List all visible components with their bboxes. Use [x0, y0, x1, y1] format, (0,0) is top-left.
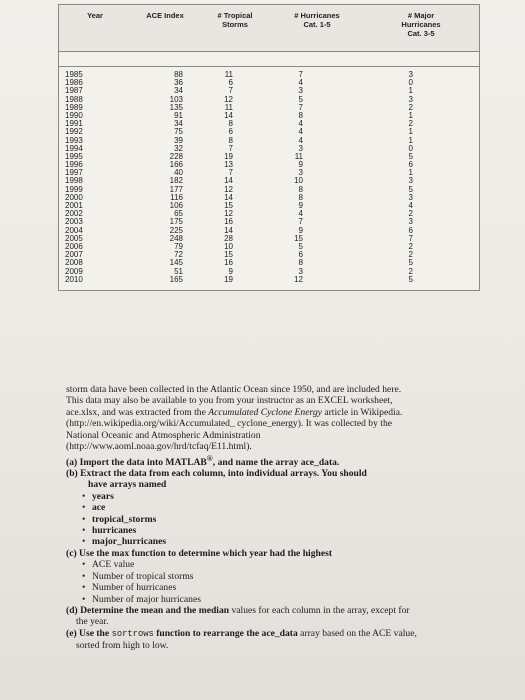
cell-major-hurricanes: 2	[408, 102, 413, 112]
cell-hurricanes: 8	[298, 184, 303, 194]
cell-tropical-storms: 14	[224, 225, 233, 235]
cell-hurricanes: 4	[298, 78, 303, 88]
cell-tropical-storms: 12	[224, 94, 233, 104]
cell-major-hurricanes: 0	[408, 78, 413, 88]
cell-year: 2004	[65, 225, 83, 235]
cell-year: 2008	[65, 258, 83, 268]
cell-ace: 36	[174, 78, 183, 88]
cell-major-hurricanes: 6	[408, 225, 413, 235]
part-b-cont: have arrays named	[88, 479, 167, 491]
cell-major-hurricanes: 2	[408, 250, 413, 260]
cell-year: 1992	[65, 127, 83, 137]
cell-ace: 177	[169, 184, 183, 194]
list-item: • major_hurricanes	[66, 536, 418, 547]
cell-ace: 79	[174, 241, 183, 251]
list-item: • hurricanes	[66, 525, 418, 536]
cell-major-hurricanes: 6	[408, 160, 413, 170]
part-e: (e) Use the sortrows function to rearrange the ace_data array based on the ACE value, sorted from high to low.	[66, 627, 417, 652]
cell-tropical-storms: 8	[228, 135, 233, 145]
list-item: • years	[66, 491, 418, 502]
cell-tropical-storms: 19	[224, 274, 233, 284]
cell-year: 1985	[65, 70, 83, 79]
cell-major-hurricanes: 2	[408, 241, 413, 251]
header-year: Year	[87, 11, 103, 20]
cell-ace: 248	[169, 233, 183, 243]
header-major-hurricanes: # Major Hurricanes Cat. 3-5	[401, 11, 441, 38]
cell-year: 2009	[65, 266, 83, 276]
cell-major-hurricanes: 5	[408, 184, 413, 194]
header-ace-index: ACE Index	[146, 11, 184, 20]
cell-hurricanes: 8	[298, 192, 303, 202]
cell-major-hurricanes: 3	[408, 176, 413, 186]
cell-tropical-storms: 11	[224, 70, 233, 79]
ace-data-table	[58, 4, 480, 291]
cell-major-hurricanes: 1	[408, 86, 413, 96]
intro-paragraph: storm data have been collected in the Atlantic Ocean since 1950, and are included here. This data may also be available to you from your instructor as an EXCEL worksheet, ace.xlsx, and was extracted from the Accumulated Cyclone Energy article in Wikipedia. (http://en.wikipedia.org/wiki/Accumulated_ cyclone_energy). It was collected by the National Oceanic and Atmospheric Administration (http://www.aoml.noaa.gov/hrd/tcfaq/E11.html).	[66, 384, 403, 453]
cell-tropical-storms: 9	[228, 266, 233, 276]
cell-major-hurricanes: 7	[408, 233, 413, 243]
cell-tropical-storms: 19	[224, 151, 233, 161]
cell-ace: 75	[174, 127, 183, 137]
cell-hurricanes: 10	[294, 176, 303, 186]
cell-year: 2010	[65, 274, 83, 284]
cell-major-hurricanes: 3	[408, 94, 413, 104]
cell-major-hurricanes: 1	[408, 168, 413, 178]
cell-year: 2006	[65, 241, 83, 251]
cell-ace: 34	[174, 86, 183, 96]
column-ace	[131, 71, 199, 284]
cell-hurricanes: 6	[298, 250, 303, 260]
cell-year: 1996	[65, 160, 83, 170]
cell-tropical-storms: 7	[228, 86, 233, 96]
cell-year: 1993	[65, 135, 83, 145]
cell-tropical-storms: 7	[228, 168, 233, 178]
list-item: • ace	[66, 502, 418, 513]
cell-major-hurricanes: 0	[408, 143, 413, 153]
cell-tropical-storms: 7	[228, 143, 233, 153]
cell-year: 2007	[65, 250, 83, 260]
cell-hurricanes: 11	[294, 151, 303, 161]
cell-tropical-storms: 16	[224, 258, 233, 268]
cell-major-hurricanes: 5	[408, 258, 413, 268]
cell-ace: 88	[174, 70, 183, 79]
part-b: (b) Extract the data from each column, into individual arrays. You should	[66, 468, 367, 480]
list-item: • Number of tropical storms	[66, 571, 418, 582]
cell-hurricanes: 4	[298, 119, 303, 129]
cell-ace: 65	[174, 209, 183, 219]
cell-tropical-storms: 10	[224, 241, 233, 251]
cell-ace: 116	[170, 192, 183, 202]
cell-ace: 103	[169, 94, 183, 104]
column-years	[59, 71, 131, 284]
cell-ace: 228	[169, 151, 183, 161]
list-item: • ACE value	[66, 559, 418, 570]
cell-hurricanes: 12	[294, 274, 303, 284]
cell-hurricanes: 5	[298, 94, 303, 104]
cell-major-hurricanes: 5	[408, 274, 413, 284]
cell-tropical-storms: 13	[224, 160, 233, 170]
cell-tropical-storms: 14	[224, 176, 233, 186]
cell-year: 1995	[65, 151, 83, 161]
cell-major-hurricanes: 1	[408, 127, 413, 137]
header-tropical-storms: # Tropical Storms	[217, 11, 253, 29]
table-spacer-row	[59, 52, 479, 67]
cell-major-hurricanes: 2	[408, 266, 413, 276]
cell-ace: 32	[174, 143, 183, 153]
cell-year: 2002	[65, 209, 83, 219]
table-body	[59, 67, 479, 290]
cell-hurricanes: 8	[298, 110, 303, 120]
cell-major-hurricanes: 5	[408, 151, 413, 161]
part-a: (a) Import the data into MATLAB®, and name the array ace_data.	[66, 453, 340, 468]
cell-hurricanes: 3	[298, 168, 303, 178]
cell-year: 1998	[65, 176, 83, 186]
cell-ace: 106	[169, 201, 183, 210]
cell-tropical-storms: 12	[224, 209, 233, 219]
cell-ace: 72	[174, 250, 183, 260]
cell-hurricanes: 9	[298, 160, 303, 170]
cell-major-hurricanes: 4	[408, 201, 413, 210]
cell-tropical-storms: 15	[224, 201, 233, 210]
cell-hurricanes: 3	[298, 143, 303, 153]
cell-year: 1999	[65, 184, 83, 194]
part-c: (c) Use the max function to determine which year had the highest	[66, 547, 333, 559]
cell-ace: 165	[169, 274, 183, 284]
cell-year: 1988	[65, 94, 83, 104]
cell-tropical-storms: 16	[224, 217, 233, 227]
list-item: • Number of major hurricanes	[66, 594, 418, 605]
cell-year: 1990	[65, 110, 83, 120]
cell-tropical-storms: 14	[224, 110, 233, 120]
cell-year: 2000	[65, 192, 83, 202]
cell-year: 1994	[65, 143, 83, 153]
part-d: (d) Determine the mean and the median values for each column in the array, except for the year.	[66, 604, 410, 628]
cell-tropical-storms: 6	[228, 78, 233, 88]
column-tropical-storms	[199, 71, 271, 284]
cell-tropical-storms: 11	[224, 102, 233, 112]
cell-hurricanes: 5	[298, 241, 303, 251]
cell-hurricanes: 4	[298, 135, 303, 145]
cell-ace: 40	[174, 168, 183, 178]
cell-major-hurricanes: 3	[408, 70, 413, 79]
cell-tropical-storms: 15	[224, 250, 233, 260]
cell-ace: 225	[169, 225, 183, 235]
cell-ace: 91	[174, 110, 183, 120]
cell-hurricanes: 7	[298, 70, 303, 79]
cell-major-hurricanes: 2	[408, 209, 413, 219]
cell-hurricanes: 3	[298, 266, 303, 276]
cell-year: 2005	[65, 233, 83, 243]
list-item: • Number of hurricanes	[66, 582, 418, 593]
problem-text	[66, 384, 418, 652]
cell-tropical-storms: 28	[224, 233, 233, 243]
header-hurricanes: # Hurricanes Cat. 1-5	[294, 11, 340, 29]
cell-ace: 34	[174, 119, 183, 129]
cell-tropical-storms: 12	[224, 184, 233, 194]
cell-hurricanes: 4	[298, 127, 303, 137]
cell-year: 2001	[65, 201, 83, 210]
cell-major-hurricanes: 3	[408, 192, 413, 202]
cell-major-hurricanes: 1	[408, 135, 413, 145]
cell-ace: 39	[174, 135, 183, 145]
cell-tropical-storms: 6	[228, 127, 233, 137]
cell-year: 1991	[65, 119, 83, 129]
cell-year: 1986	[65, 78, 83, 88]
column-hurricanes	[271, 71, 363, 284]
cell-tropical-storms: 14	[224, 192, 233, 202]
cell-year: 1989	[65, 102, 83, 112]
cell-major-hurricanes: 1	[408, 110, 413, 120]
cell-hurricanes: 3	[298, 86, 303, 96]
cell-hurricanes: 7	[298, 217, 303, 227]
cell-hurricanes: 4	[298, 209, 303, 219]
cell-hurricanes: 8	[298, 258, 303, 268]
cell-ace: 182	[169, 176, 183, 186]
cell-ace: 145	[169, 258, 183, 268]
cell-ace: 166	[169, 160, 183, 170]
cell-hurricanes: 7	[298, 102, 303, 112]
cell-ace: 175	[169, 217, 183, 227]
column-major-hurricanes	[363, 71, 479, 284]
cell-year: 2003	[65, 217, 83, 227]
cell-ace: 51	[174, 266, 183, 276]
cell-year: 1997	[65, 168, 83, 178]
cell-year: 1987	[65, 86, 83, 96]
cell-hurricanes: 9	[298, 225, 303, 235]
cell-major-hurricanes: 2	[408, 119, 413, 129]
cell-tropical-storms: 8	[228, 119, 233, 129]
cell-major-hurricanes: 3	[408, 217, 413, 227]
table-header-row	[59, 5, 479, 52]
cell-ace: 135	[169, 102, 183, 112]
cell-hurricanes: 15	[294, 233, 303, 243]
cell-hurricanes: 9	[298, 201, 303, 210]
list-item: • tropical_storms	[66, 514, 418, 525]
